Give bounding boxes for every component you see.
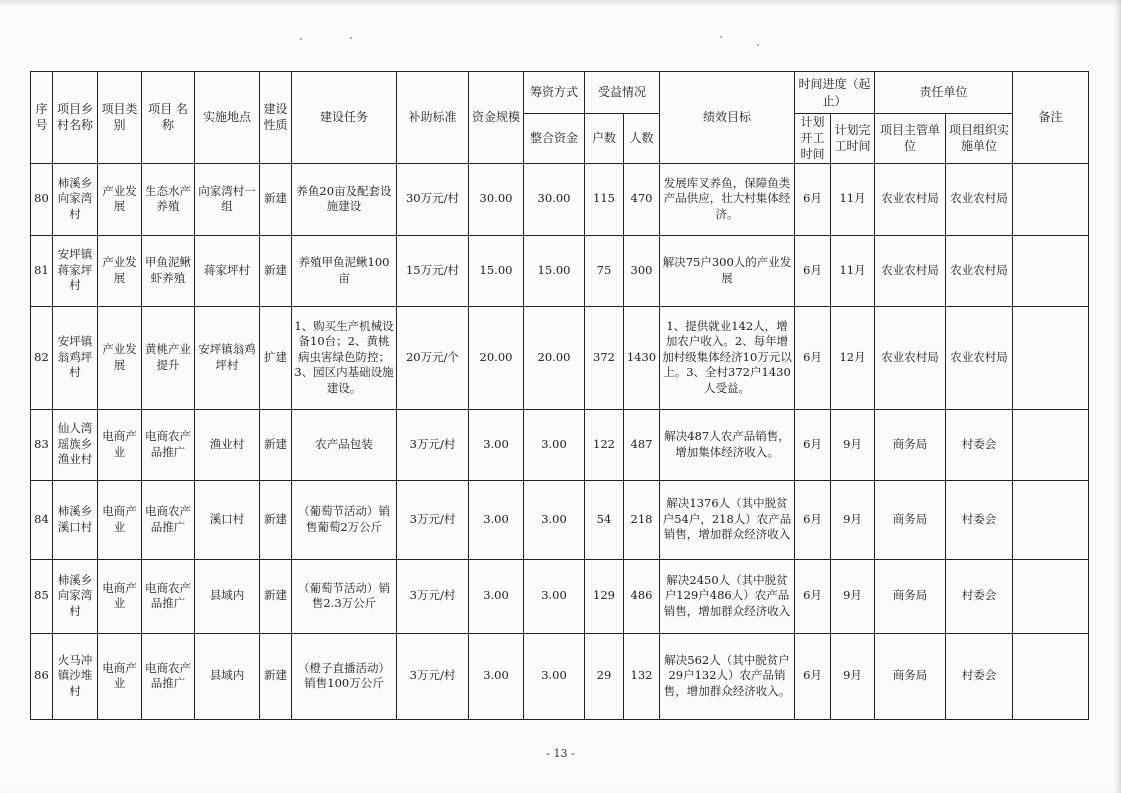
cell-scale: 3.00 — [469, 559, 524, 633]
cell-category: 电商产业 — [98, 480, 142, 559]
scan-speck — [300, 38, 302, 40]
cell-start: 6月 — [795, 306, 831, 409]
header-implementer: 项目组织实施单位 — [946, 114, 1013, 164]
cell-location: 渔业村 — [195, 409, 260, 480]
cell-remark — [1013, 409, 1089, 480]
cell-target: 解决1376人（其中脱贫户54户，218人）农产品销售，增加群众经济收入 — [660, 480, 795, 559]
cell-name: 黄桃产业提升 — [142, 306, 195, 409]
cell-category: 电商产业 — [98, 409, 142, 480]
cell-village: 安坪镇蒋家坪村 — [53, 235, 98, 306]
cell-households: 129 — [585, 559, 624, 633]
cell-supervisor: 农业农村局 — [875, 163, 946, 235]
cell-target: 解决2450人（其中脱贫户129户486人）农产品销售，增加群众经济收入 — [660, 559, 795, 633]
cell-households: 372 — [585, 306, 624, 409]
header-name: 项目 名称 — [142, 72, 195, 164]
cell-implementer: 村委会 — [946, 480, 1013, 559]
cell-people: 1430 — [624, 306, 660, 409]
table-row — [31, 409, 1089, 480]
header-nature: 建设性质 — [260, 72, 292, 164]
cell-supervisor: 农业农村局 — [875, 306, 946, 409]
header-no: 序号 — [31, 72, 53, 164]
cell-target: 解决75户300人的产业发展 — [660, 235, 795, 306]
page-number: - 13 - — [546, 747, 575, 760]
cell-scale: 20.00 — [469, 306, 524, 409]
cell-remark — [1013, 480, 1089, 559]
cell-target: 解决562人（其中脱贫户29户132人）农产品销售，增加群众经济收入。 — [660, 633, 795, 719]
cell-people: 132 — [624, 633, 660, 719]
cell-subsidy: 15万元/村 — [397, 235, 469, 306]
cell-target: 发展库叉养鱼，保障鱼类产品供应，壮大村集体经济。 — [660, 163, 795, 235]
cell-village: 火马冲镇沙堆村 — [53, 633, 98, 719]
cell-people: 218 — [624, 480, 660, 559]
cell-subsidy: 20万元/个 — [397, 306, 469, 409]
cell-nature: 扩建 — [260, 306, 292, 409]
cell-nature: 新建 — [260, 480, 292, 559]
cell-integrated: 15.00 — [524, 235, 585, 306]
cell-end: 9月 — [831, 409, 875, 480]
table-row — [31, 633, 1089, 719]
cell-village: 仙人湾瑶族乡渔业村 — [53, 409, 98, 480]
cell-remark — [1013, 235, 1089, 306]
cell-remark — [1013, 559, 1089, 633]
header-resp-group: 责任单位 — [875, 72, 1013, 114]
cell-name: 电商农产品推广 — [142, 409, 195, 480]
cell-no: 80 — [31, 163, 53, 235]
cell-nature: 新建 — [260, 235, 292, 306]
cell-start: 6月 — [795, 163, 831, 235]
cell-village: 柿溪乡向家湾村 — [53, 163, 98, 235]
cell-start: 6月 — [795, 559, 831, 633]
cell-start: 6月 — [795, 480, 831, 559]
cell-task: （葡萄节活动）销售2.3万公斤 — [292, 559, 397, 633]
cell-task: （葡萄节活动）销售葡萄2万公斤 — [292, 480, 397, 559]
header-category: 项目类别 — [98, 72, 142, 164]
cell-end: 9月 — [831, 480, 875, 559]
header-supervisor: 项目主管单位 — [875, 114, 946, 164]
cell-households: 75 — [585, 235, 624, 306]
cell-supervisor: 商务局 — [875, 480, 946, 559]
cell-village: 柿溪乡向家湾村 — [53, 559, 98, 633]
header-households: 户数 — [585, 114, 624, 164]
cell-category: 电商产业 — [98, 559, 142, 633]
header-location: 实施地点 — [195, 72, 260, 164]
cell-scale: 15.00 — [469, 235, 524, 306]
cell-people: 487 — [624, 409, 660, 480]
cell-remark — [1013, 306, 1089, 409]
cell-supervisor: 商务局 — [875, 633, 946, 719]
cell-implementer: 农业农村局 — [946, 235, 1013, 306]
scan-speck — [720, 36, 722, 38]
cell-end: 9月 — [831, 559, 875, 633]
header-benefit-group: 受益情况 — [585, 72, 660, 114]
cell-people: 470 — [624, 163, 660, 235]
cell-no: 81 — [31, 235, 53, 306]
cell-location: 溪口村 — [195, 480, 260, 559]
header-subsidy: 补助标准 — [397, 72, 469, 164]
cell-name: 电商农产品推广 — [142, 480, 195, 559]
cell-remark — [1013, 163, 1089, 235]
cell-village: 安坪镇翁鸡坪村 — [53, 306, 98, 409]
cell-no: 86 — [31, 633, 53, 719]
cell-location: 向家湾村一组 — [195, 163, 260, 235]
cell-nature: 新建 — [260, 409, 292, 480]
cell-no: 82 — [31, 306, 53, 409]
cell-task: 农产品包装 — [292, 409, 397, 480]
cell-no: 84 — [31, 480, 53, 559]
cell-target: 1、提供就业142人，增加农户收入。2、每年增加村级集体经济10万元以上。3、全村372户1430人受益。 — [660, 306, 795, 409]
cell-integrated: 3.00 — [524, 480, 585, 559]
cell-subsidy: 3万元/村 — [397, 633, 469, 719]
cell-end: 9月 — [831, 633, 875, 719]
cell-scale: 3.00 — [469, 480, 524, 559]
cell-start: 6月 — [795, 235, 831, 306]
cell-name: 电商农产品推广 — [142, 559, 195, 633]
scan-speck — [350, 37, 352, 39]
cell-name: 甲鱼泥鳅虾养殖 — [142, 235, 195, 306]
cell-location: 安坪镇翁鸡坪村 — [195, 306, 260, 409]
header-task: 建设任务 — [292, 72, 397, 164]
cell-implementer: 村委会 — [946, 559, 1013, 633]
cell-supervisor: 商务局 — [875, 409, 946, 480]
cell-start: 6月 — [795, 409, 831, 480]
cell-households: 54 — [585, 480, 624, 559]
cell-no: 85 — [31, 559, 53, 633]
cell-location: 蒋家坪村 — [195, 235, 260, 306]
cell-subsidy: 3万元/村 — [397, 559, 469, 633]
cell-implementer: 村委会 — [946, 633, 1013, 719]
table-row — [31, 480, 1089, 559]
cell-integrated: 3.00 — [524, 633, 585, 719]
cell-task: 养鱼20亩及配套设施建设 — [292, 163, 397, 235]
table-row — [31, 559, 1089, 633]
table-row — [31, 163, 1089, 235]
cell-households: 122 — [585, 409, 624, 480]
cell-scale: 30.00 — [469, 163, 524, 235]
cell-integrated: 30.00 — [524, 163, 585, 235]
cell-integrated: 3.00 — [524, 409, 585, 480]
cell-nature: 新建 — [260, 559, 292, 633]
cell-category: 电商产业 — [98, 633, 142, 719]
cell-task: 养殖甲鱼泥鳅100亩 — [292, 235, 397, 306]
cell-subsidy: 30万元/村 — [397, 163, 469, 235]
cell-nature: 新建 — [260, 163, 292, 235]
cell-task: （橙子直播活动）销售100万公斤 — [292, 633, 397, 719]
header-people: 人数 — [624, 114, 660, 164]
header-village: 项目乡村名称 — [53, 72, 98, 164]
scan-speck — [757, 44, 759, 46]
header-remark: 备注 — [1013, 72, 1089, 164]
header-time-group: 时间进度（起止） — [795, 72, 875, 114]
cell-category: 产业发展 — [98, 235, 142, 306]
header-funding-group: 筹资方式 — [524, 72, 585, 114]
cell-households: 115 — [585, 163, 624, 235]
cell-location: 县域内 — [195, 633, 260, 719]
cell-no: 83 — [31, 409, 53, 480]
cell-name: 电商农产品推广 — [142, 633, 195, 719]
cell-subsidy: 3万元/村 — [397, 409, 469, 480]
cell-people: 300 — [624, 235, 660, 306]
cell-location: 县域内 — [195, 559, 260, 633]
cell-target: 解决487人农产品销售，增加集体经济收入。 — [660, 409, 795, 480]
cell-households: 29 — [585, 633, 624, 719]
cell-scale: 3.00 — [469, 633, 524, 719]
project-table — [30, 71, 1089, 720]
cell-nature: 新建 — [260, 633, 292, 719]
cell-end: 11月 — [831, 235, 875, 306]
cell-remark — [1013, 633, 1089, 719]
cell-task: 1、购买生产机械设备10台；2、黄桃病虫害绿色防控；3、园区内基础设施建设。 — [292, 306, 397, 409]
cell-start: 6月 — [795, 633, 831, 719]
table-row — [31, 306, 1089, 409]
cell-category: 产业发展 — [98, 306, 142, 409]
cell-name: 生态水产养殖 — [142, 163, 195, 235]
cell-implementer: 农业农村局 — [946, 306, 1013, 409]
header-end: 计划完工时间 — [831, 114, 875, 164]
header-target: 绩效目标 — [660, 72, 795, 164]
header-start: 计划开工时间 — [795, 114, 831, 164]
cell-implementer: 村委会 — [946, 409, 1013, 480]
cell-integrated: 20.00 — [524, 306, 585, 409]
cell-implementer: 农业农村局 — [946, 163, 1013, 235]
header-integrated: 整合资金 — [524, 114, 585, 164]
table-row — [31, 235, 1089, 306]
cell-integrated: 3.00 — [524, 559, 585, 633]
cell-end: 12月 — [831, 306, 875, 409]
header-scale: 资金规模 — [469, 72, 524, 164]
cell-subsidy: 3万元/村 — [397, 480, 469, 559]
cell-supervisor: 商务局 — [875, 559, 946, 633]
cell-village: 柿溪乡溪口村 — [53, 480, 98, 559]
cell-end: 11月 — [831, 163, 875, 235]
cell-supervisor: 农业农村局 — [875, 235, 946, 306]
cell-scale: 3.00 — [469, 409, 524, 480]
cell-category: 产业发展 — [98, 163, 142, 235]
cell-people: 486 — [624, 559, 660, 633]
